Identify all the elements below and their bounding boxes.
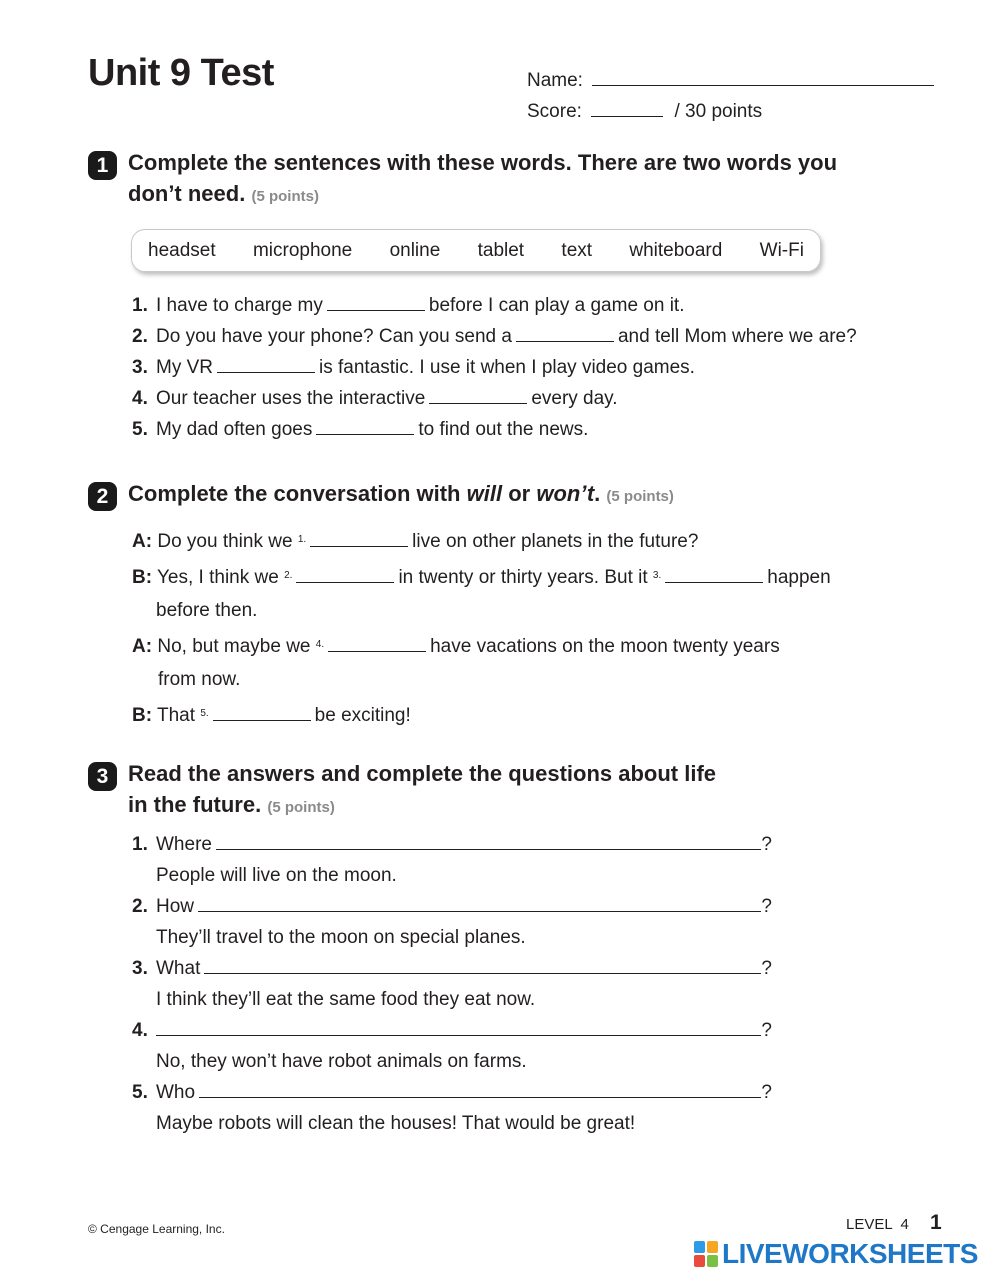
page-title: Unit 9 Test bbox=[88, 52, 274, 94]
section-2-instruction: Complete the conversation with bbox=[128, 481, 461, 506]
item-text: I have to charge my bbox=[156, 295, 323, 316]
section-2-points: (5 points) bbox=[606, 488, 674, 505]
list-item bbox=[132, 414, 857, 445]
name-row bbox=[527, 70, 934, 92]
section-1-instruction-line1: Complete the sentences with these words. There are two words you bbox=[128, 150, 838, 175]
conversation-line bbox=[132, 630, 831, 663]
item-number: 2. bbox=[132, 896, 148, 917]
section-2-badge: 2 bbox=[88, 482, 117, 511]
name-label: Name: bbox=[527, 70, 583, 91]
item-number: 5. bbox=[132, 419, 148, 440]
question-blank[interactable] bbox=[198, 910, 761, 912]
line-continuation: from now. bbox=[158, 669, 241, 690]
section-1-badge: 1 bbox=[88, 151, 117, 180]
question-mark: ? bbox=[761, 834, 772, 855]
answer-blank[interactable] bbox=[310, 545, 408, 547]
score-field[interactable] bbox=[591, 115, 663, 117]
answer-blank[interactable] bbox=[327, 309, 425, 311]
item-number: 3. bbox=[132, 958, 148, 979]
section-2-or: or bbox=[508, 481, 531, 506]
word-bank bbox=[131, 229, 821, 272]
word-bank-item: tablet bbox=[477, 239, 525, 261]
answer-text: People will live on the moon. bbox=[156, 865, 397, 886]
logo-text: LIVEWORKSHEETS bbox=[722, 1238, 978, 1269]
line-text: happen bbox=[767, 567, 831, 588]
list-item bbox=[132, 383, 857, 414]
answer-text: I think they’ll eat the same food they eat now. bbox=[156, 989, 536, 1010]
question-word: Who bbox=[156, 1082, 196, 1103]
word-bank-item: Wi-Fi bbox=[759, 239, 804, 261]
conversation-line bbox=[132, 699, 831, 732]
line-text: be exciting! bbox=[314, 705, 411, 726]
logo-mark-cell bbox=[707, 1241, 718, 1253]
answer-text: No, they won’t have robot animals on farms. bbox=[156, 1051, 527, 1072]
question-blank[interactable] bbox=[204, 972, 761, 974]
item-number: 1. bbox=[132, 834, 148, 855]
conversation bbox=[132, 525, 831, 732]
question-word: Where bbox=[156, 834, 212, 855]
section-2-heading bbox=[88, 478, 674, 512]
speaker-label: B: bbox=[132, 567, 153, 588]
answer-text: They’ll travel to the moon on special planes. bbox=[156, 927, 526, 948]
copyright: © Cengage Learning, Inc. bbox=[88, 1222, 225, 1236]
question-row bbox=[132, 1015, 772, 1046]
blank-number: 1. bbox=[297, 534, 307, 545]
item-number: 4. bbox=[132, 388, 148, 409]
item-number: 5. bbox=[132, 1082, 148, 1103]
conversation-line bbox=[132, 561, 831, 594]
item-number: 3. bbox=[132, 357, 148, 378]
score-row bbox=[527, 101, 762, 123]
word-bank-item: online bbox=[389, 239, 441, 261]
answer-blank[interactable] bbox=[213, 719, 311, 721]
section-2-wont: won’t bbox=[536, 481, 595, 506]
question-mark: ? bbox=[761, 896, 772, 917]
name-field[interactable] bbox=[592, 84, 934, 86]
item-number: 4. bbox=[132, 1020, 148, 1041]
item-text: is fantastic. I use it when I play video games. bbox=[319, 357, 695, 378]
item-text: My VR bbox=[156, 357, 213, 378]
item-text: every day. bbox=[531, 388, 618, 409]
blank-number: 2. bbox=[284, 570, 293, 581]
line-text: That bbox=[157, 705, 196, 726]
section-1-items bbox=[132, 290, 857, 445]
line-text: have vacations on the moon twenty years bbox=[430, 636, 780, 657]
question-row bbox=[132, 829, 772, 860]
conversation-line bbox=[132, 525, 831, 558]
speaker-label: B: bbox=[132, 705, 153, 726]
answer-blank[interactable] bbox=[665, 581, 763, 583]
list-item bbox=[132, 321, 857, 352]
answer-blank[interactable] bbox=[516, 340, 614, 342]
section-1-heading bbox=[88, 147, 837, 212]
question-word: What bbox=[156, 958, 201, 979]
answer-blank[interactable] bbox=[296, 581, 394, 583]
speaker-label: A: bbox=[132, 531, 153, 552]
line-text: No, but maybe we bbox=[157, 636, 311, 657]
answer-blank[interactable] bbox=[217, 371, 315, 373]
line-continuation: before then. bbox=[156, 600, 258, 621]
word-bank-item: text bbox=[561, 239, 593, 261]
score-label: Score: bbox=[527, 101, 582, 122]
item-text: Our teacher uses the interactive bbox=[156, 388, 426, 409]
item-number: 1. bbox=[132, 295, 148, 316]
section-1-points: (5 points) bbox=[251, 188, 319, 205]
list-item bbox=[132, 290, 857, 321]
line-text: live on other planets in the future? bbox=[412, 531, 699, 552]
answer-blank[interactable] bbox=[429, 402, 527, 404]
question-blank[interactable] bbox=[199, 1096, 761, 1098]
question-row bbox=[132, 953, 772, 984]
item-text: My dad often goes bbox=[156, 419, 313, 440]
section-3-points: (5 points) bbox=[267, 799, 335, 816]
answer-text: Maybe robots will clean the houses! That would be great! bbox=[156, 1113, 636, 1134]
item-text: and tell Mom where we are? bbox=[617, 326, 857, 347]
score-total: / 30 points bbox=[674, 101, 763, 122]
word-bank-item: microphone bbox=[252, 239, 353, 261]
question-mark: ? bbox=[761, 1082, 772, 1103]
question-row bbox=[132, 1077, 772, 1108]
line-text: Do you think we bbox=[157, 531, 293, 552]
blank-number: 4. bbox=[315, 639, 325, 650]
item-text: to find out the news. bbox=[418, 419, 589, 440]
section-3-instruction-line2: in the future. bbox=[128, 792, 262, 817]
level-label: LEVEL 4 bbox=[846, 1216, 909, 1233]
line-text: Yes, I think we bbox=[157, 567, 279, 588]
line-text: in twenty or thirty years. But it bbox=[398, 567, 648, 588]
section-3-items bbox=[132, 829, 772, 1139]
page-number: 1 bbox=[930, 1211, 942, 1234]
question-blank[interactable] bbox=[156, 1034, 761, 1036]
section-3-heading bbox=[88, 758, 716, 823]
answer-blank[interactable] bbox=[316, 433, 414, 435]
item-number: 2. bbox=[132, 326, 148, 347]
logo-mark-cell bbox=[694, 1241, 705, 1253]
word-bank-item: whiteboard bbox=[629, 239, 723, 261]
section-1-instruction-line2: don’t need. bbox=[128, 181, 246, 206]
item-text: Do you have your phone? Can you send a bbox=[156, 326, 512, 347]
logo-mark-icon bbox=[694, 1241, 718, 1267]
blank-number: 3. bbox=[652, 570, 662, 581]
list-item bbox=[132, 352, 857, 383]
question-mark: ? bbox=[761, 958, 772, 979]
question-mark: ? bbox=[761, 1020, 772, 1041]
question-row bbox=[132, 891, 772, 922]
speaker-label: A: bbox=[132, 636, 153, 657]
logo-mark-cell bbox=[694, 1255, 705, 1267]
section-2-will: will bbox=[466, 481, 503, 506]
blank-number: 5. bbox=[200, 708, 209, 719]
section-3-badge: 3 bbox=[88, 762, 117, 791]
section-2-dot: . bbox=[594, 481, 601, 506]
question-blank[interactable] bbox=[216, 848, 761, 850]
logo-mark-cell bbox=[707, 1255, 718, 1267]
liveworksheets-logo[interactable] bbox=[694, 1238, 978, 1270]
question-word: How bbox=[156, 896, 195, 917]
answer-blank[interactable] bbox=[328, 650, 426, 652]
word-bank-item: headset bbox=[148, 239, 216, 261]
item-text: before I can play a game on it. bbox=[428, 295, 685, 316]
section-3-instruction-line1: Read the answers and complete the questions about life bbox=[128, 761, 717, 786]
